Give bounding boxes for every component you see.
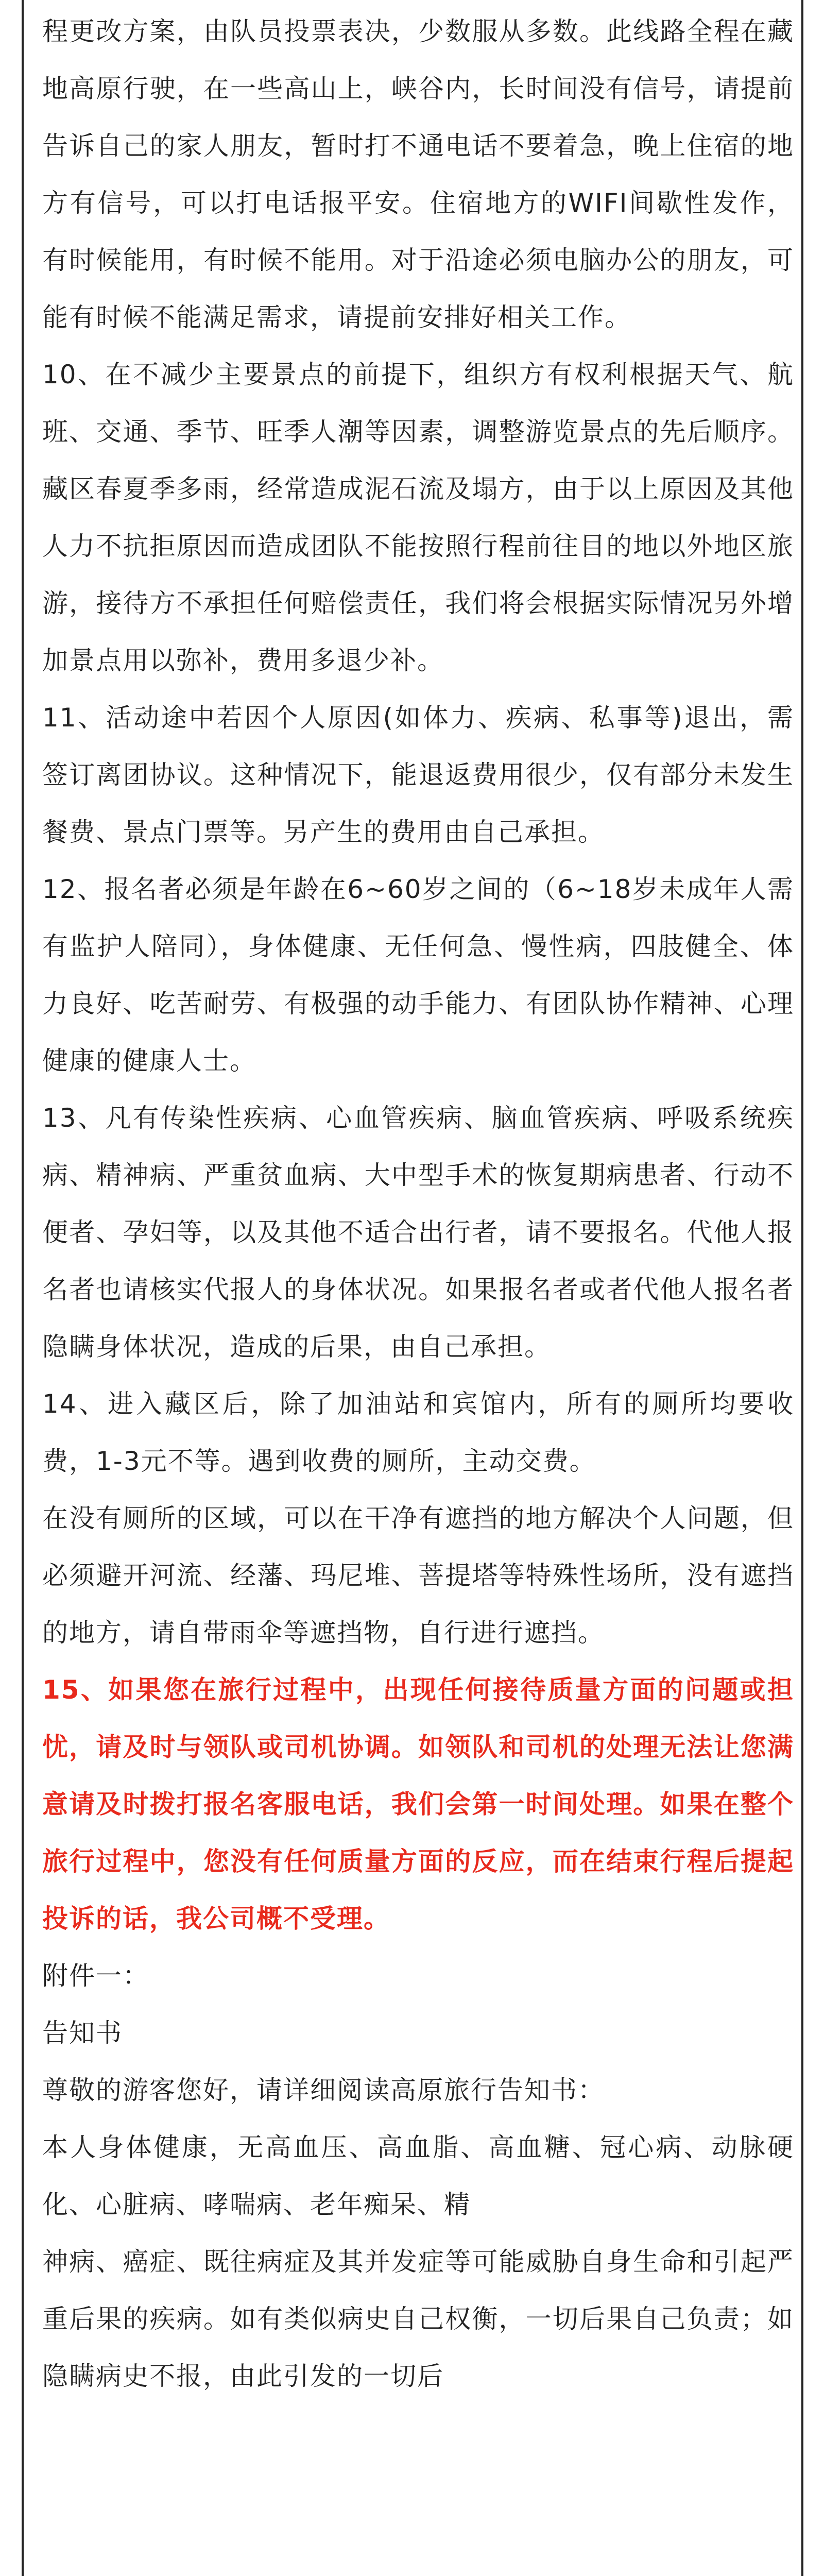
- notice-greeting: 尊敬的游客您好，请详细阅读高原旅行告知书：: [42, 2075, 605, 2105]
- document-body: [42, 3, 794, 2405]
- notice-title: 告知书: [42, 2018, 123, 2048]
- paragraph-route-notice: 程更改方案，由队员投票表决，少数服从多数。此线路全程在藏地高原行驶，在一些高山上，峡谷内，长时间没有信号，请提前告诉自己的家人朋友，暂时打不通电话不要着急，晚上住宿的地方有信号，可以打电话报平安。住宿地方的WIFI间歇性发作，有时候能用，有时候不能用。对于沿途必须电脑办公的朋友，可能有时候不能满足需求，请提前安排好相关工作。: [42, 16, 794, 332]
- paragraph-toilet-notice: 在没有厕所的区域，可以在干净有遮挡的地方解决个人问题，但必须避开河流、经藩、玛尼堆、菩提塔等特殊性场所，没有遮挡的地方，请自带雨伞等遮挡物，自行进行遮挡。: [42, 1503, 794, 1648]
- paragraph-item-11: 11、活动途中若因个人原因(如体力、疾病、私事等)退出，需签订离团协议。这种情况下，能退返费用很少，仅有部分未发生餐费、景点门票等。另产生的费用由自己承担。: [42, 703, 794, 847]
- right-border: [801, 0, 803, 2576]
- paragraph-item-12: 12、报名者必须是年龄在6~60岁之间的（6~18岁未成年人需有监护人陪同），身体健康、无任何急、慢性病，四肢健全、体力良好、吃苦耐劳、有极强的动手能力、有团队协作精神、心理健康的健康人士。: [42, 874, 794, 1076]
- left-border: [22, 0, 24, 2576]
- health-declaration-part-2: 神病、癌症、既往病症及其并发症等可能威胁自身生命和引起严重后果的疾病。如有类似病史自己权衡，一切后果自己负责；如隐瞒病史不报，由此引发的一切后: [42, 2247, 794, 2391]
- paragraph-item-14: 14、进入藏区后，除了加油站和宾馆内，所有的厕所均要收费，1-3元不等。遇到收费的厕所，主动交费。: [42, 1389, 794, 1476]
- paragraph-item-13: 13、凡有传染性疾病、心血管疾病、脑血管疾病、呼吸系统疾病、精神病、严重贫血病、大中型手术的恢复期病患者、行动不便者、孕妇等，以及其他不适合出行者，请不要报名。代他人报名者也请核实代报人的身体状况。如果报名者或者代他人报名者隐瞒身体状况，造成的后果，由自己承担。: [42, 1103, 794, 1362]
- paragraph-item-10: 10、在不减少主要景点的前提下，组织方有权利根据天气、航班、交通、季节、旺季人潮等因素，调整游览景点的先后顺序。藏区春夏季多雨，经常造成泥石流及塌方，由于以上原因及其他人力不抗拒原因而造成团队不能按照行程前往目的地以外地区旅游，接待方不承担任何赔偿责任，我们将会根据实际情况另外增加景点用以弥补，费用多退少补。: [42, 360, 794, 675]
- health-declaration-part-1: 本人身体健康，无高血压、高血脂、高血糖、冠心病、动脉硬化、心脏病、哮喘病、老年痴呆、精: [42, 2132, 794, 2219]
- attachment-label: 附件一：: [42, 1961, 149, 1991]
- paragraph-item-15-alert: 15、如果您在旅行过程中，出现任何接待质量方面的问题或担忧，请及时与领队或司机协调。如领队和司机的处理无法让您满意请及时拨打报名客服电话，我们会第一时间处理。如果在整个旅行过程中，您没有任何质量方面的反应，而在结束行程后提起投诉的话，我公司概不受理。: [42, 1675, 794, 1934]
